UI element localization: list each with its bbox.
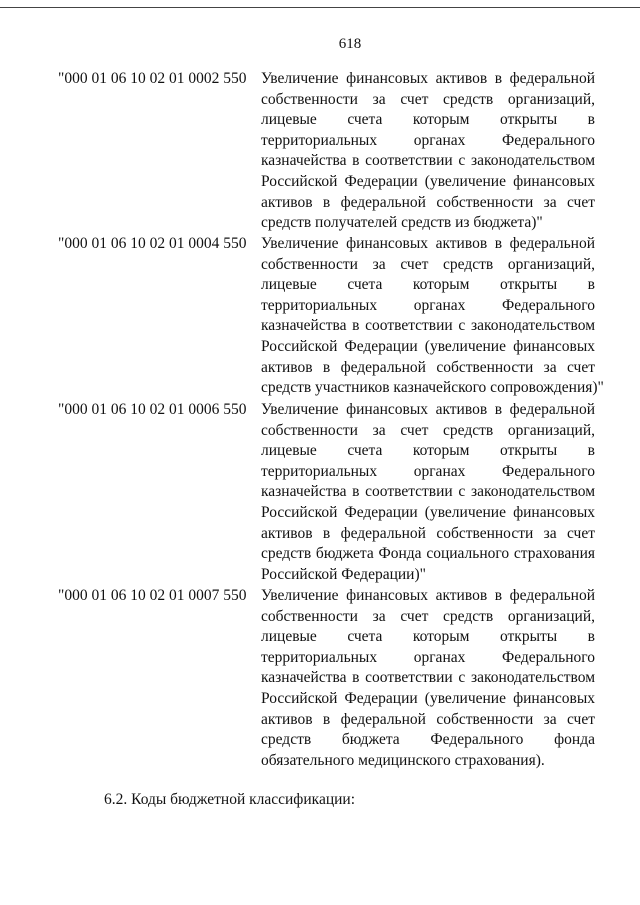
section-heading: 6.2. Коды бюджетной классификации: [104, 791, 356, 808]
description-line: Российской Федерации (увеличение финансовых [261, 172, 595, 190]
description-line: лицевые счета которым открыты в [261, 442, 595, 460]
description-line: территориальных органах Федерального [261, 648, 595, 666]
description-line: средств бюджета Фонда социального страхования [261, 545, 595, 563]
entry-code: "000 01 06 10 02 01 0006 550 [58, 401, 247, 418]
description-line: Российской Федерации)" [261, 565, 426, 583]
entry-code: "000 01 06 10 02 01 0007 550 [58, 587, 247, 604]
description-line: активов в федеральной собственности за счет [261, 193, 595, 211]
description-line: Увеличение финансовых активов в федеральной [261, 70, 595, 87]
description-line: активов в федеральной собственности за счет [261, 358, 595, 376]
description-line: лицевые счета которым открыты в [261, 628, 595, 646]
description-line: средств бюджета Федерального фонда [261, 731, 595, 749]
description-line: территориальных органах Федерального [261, 462, 595, 480]
description-line: обязательного медицинского страхования). [261, 751, 545, 769]
description-line: собственности за счет средств организаций, [261, 255, 595, 273]
description-line: собственности за счет средств организаций, [261, 607, 595, 625]
description-line: собственности за счет средств организаций, [261, 421, 595, 439]
description-line: территориальных органах Федерального [261, 296, 595, 314]
entry-description [261, 69, 595, 234]
description-line: активов в федеральной собственности за счет [261, 710, 595, 728]
description-line: собственности за счет средств организаций, [261, 90, 595, 108]
description-line: Увеличение финансовых активов в федеральной [261, 587, 595, 604]
description-line: лицевые счета которым открыты в [261, 111, 595, 129]
entry-code: "000 01 06 10 02 01 0004 550 [58, 235, 247, 252]
entry-description [261, 400, 595, 585]
description-line: Увеличение финансовых активов в федеральной [261, 401, 595, 418]
description-line: казначейства в соответствии с законодательством [261, 483, 595, 501]
description-line: лицевые счета которым открыты в [261, 276, 595, 294]
description-line: Российской Федерации (увеличение финансовых [261, 503, 595, 521]
entry-code: "000 01 06 10 02 01 0002 550 [58, 70, 247, 87]
top-rule [0, 7, 640, 8]
description-line: Российской Федерации (увеличение финансовых [261, 337, 595, 355]
entry-description [261, 586, 595, 771]
description-line: казначейства в соответствии с законодательством [261, 317, 595, 335]
description-line: средств участников казначейского сопровождения)" [261, 379, 604, 397]
description-line: казначейства в соответствии с законодательством [261, 669, 595, 687]
entry-description [261, 234, 604, 399]
description-line: Увеличение финансовых активов в федеральной [261, 235, 595, 252]
description-line: активов в федеральной собственности за счет [261, 524, 595, 542]
description-line: казначейства в соответствии с законодательством [261, 152, 595, 170]
description-line: средств получателей средств из бюджета)" [261, 214, 543, 232]
page-number: 618 [338, 36, 362, 52]
description-line: Российской Федерации (увеличение финансовых [261, 689, 595, 707]
description-line: территориальных органах Федерального [261, 131, 595, 149]
